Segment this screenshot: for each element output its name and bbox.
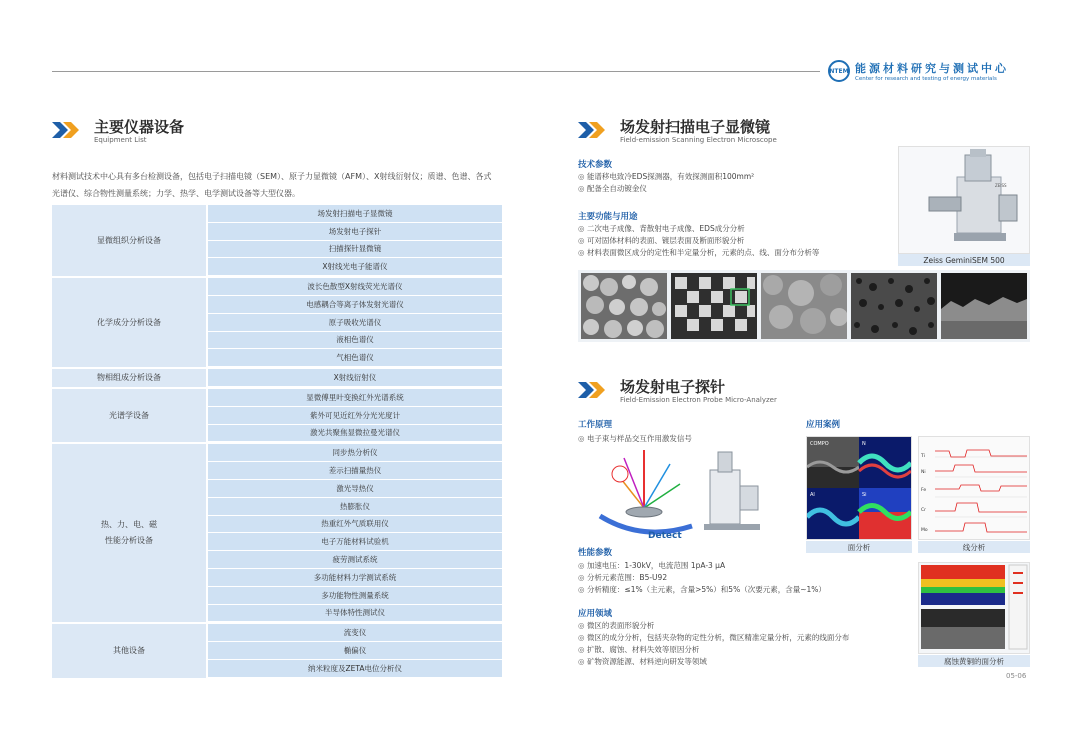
micrograph-porous bbox=[851, 273, 937, 339]
equipment-item: 同步热分析仪 bbox=[206, 444, 502, 462]
epma-perf-heading: 性能参数 bbox=[578, 548, 613, 558]
sem-section-header bbox=[578, 118, 777, 145]
equipment-item: 液相色谱仪 bbox=[206, 332, 502, 350]
equipment-item: 纳米粒度及ZETA电位分析仪 bbox=[206, 660, 502, 678]
equipment-item: 场发射扫描电子显微镜 bbox=[206, 205, 502, 223]
equipment-item: 热重红外气质联用仪 bbox=[206, 516, 502, 534]
equipment-item: 激光导热仪 bbox=[206, 480, 502, 498]
corroded-brass-caption: 腐蚀黄铜的面分析 bbox=[918, 655, 1030, 667]
sem-title: 场发射扫描电子显微镜 bbox=[620, 118, 771, 136]
list-item: ◎ 电子束与样品交互作用激发信号 bbox=[578, 433, 692, 445]
logo-en-text: Center for research and testing of energy materials bbox=[855, 76, 997, 82]
list-item: ◎ 能谱移电致冷EDS探测器，有效探测面积100mm² bbox=[578, 171, 754, 183]
equipment-item: 显微傅里叶变换红外光谱系统 bbox=[206, 389, 502, 407]
epma-subtitle: Field-Emission Electron Probe Micro-Analyzer bbox=[620, 396, 777, 404]
chevron-arrow-icon bbox=[52, 120, 86, 140]
svg-text:Ni: Ni bbox=[921, 470, 926, 475]
equipment-table bbox=[52, 205, 502, 680]
svg-text:Ti: Ti bbox=[921, 454, 925, 459]
area-analysis-image bbox=[806, 436, 912, 540]
equipment-item: 紫外可见近红外分光光度计 bbox=[206, 407, 502, 425]
equipment-group-label: 物相组成分析设备 bbox=[52, 369, 206, 387]
list-item: ◎ 配备全自动镀金仪 bbox=[578, 183, 754, 195]
equipment-section-header bbox=[52, 118, 184, 145]
svg-text:ZEISS: ZEISS bbox=[995, 183, 1007, 188]
list-item: ◎ 材料表面微区成分的定性和半定量分析，元素的点、线、面分布分析等 bbox=[578, 247, 819, 259]
intro-line-2: 光谱仪、综合物性测量系统；力学、热学、电学测试设备等大型仪器。 bbox=[52, 189, 300, 198]
equipment-item: 激光共聚焦显微拉曼光谱仪 bbox=[206, 425, 502, 443]
sem-tech-heading: 技术参数 bbox=[578, 160, 613, 170]
equipment-group bbox=[52, 278, 502, 369]
page-number: 05-06 bbox=[1006, 672, 1027, 680]
sem-func-list bbox=[578, 223, 819, 259]
chevron-arrow-icon bbox=[578, 120, 612, 140]
equipment-item: X射线光电子能谱仪 bbox=[206, 258, 502, 276]
equipment-group-label: 显微组织分析设备 bbox=[52, 205, 206, 276]
epma-work-heading: 工作原理 bbox=[578, 420, 613, 430]
equipment-item: 场发射电子探针 bbox=[206, 223, 502, 241]
epma-title: 场发射电子探针 bbox=[620, 378, 726, 396]
logo-cn-text: 能源材料研究与测试中心 bbox=[855, 62, 1009, 75]
equipment-item: 电感耦合等离子体发射光谱仪 bbox=[206, 296, 502, 314]
micrograph-checkerboard bbox=[671, 273, 757, 339]
equipment-group bbox=[52, 369, 502, 389]
equipment-group bbox=[52, 205, 502, 278]
equipment-item: 扫描探针显微镜 bbox=[206, 241, 502, 259]
list-item: ◎ 加速电压：1-30kV，电流范围 1pA-3 μA bbox=[578, 560, 826, 572]
center-logo bbox=[828, 58, 1028, 84]
header-rule bbox=[52, 71, 820, 72]
svg-text:Fe: Fe bbox=[921, 488, 927, 493]
line-analysis-caption: 线分析 bbox=[918, 541, 1030, 553]
area-analysis-caption: 面分析 bbox=[806, 541, 912, 553]
equipment-item: 波长色散型X射线荧光光谱仪 bbox=[206, 278, 502, 296]
sem-instrument-photo bbox=[898, 146, 1030, 254]
svg-text:Cr: Cr bbox=[921, 508, 926, 513]
list-item: ◎ 矿物资源能源、材料逆向研发等领域 bbox=[578, 656, 849, 668]
svg-text:N: N bbox=[862, 441, 866, 447]
epma-work-list bbox=[578, 433, 692, 445]
list-item: ◎ 分析精度：≤1%（主元素，含量>5%）和5%（次要元素，含量~1%） bbox=[578, 584, 826, 596]
sem-tech-list bbox=[578, 171, 754, 195]
micrograph-crosssection bbox=[941, 273, 1027, 339]
equipment-group bbox=[52, 389, 502, 444]
epma-perf-list bbox=[578, 560, 826, 596]
equipment-item: 差示扫描量热仪 bbox=[206, 462, 502, 480]
list-item: ◎ 扩散、腐蚀、材料失效等原因分析 bbox=[578, 644, 849, 656]
sem-micrograph-strip bbox=[578, 270, 1030, 342]
micrograph-particles bbox=[581, 273, 667, 339]
micrograph-texture bbox=[761, 273, 847, 339]
equipment-item: 电子万能材料试验机 bbox=[206, 533, 502, 551]
equipment-group bbox=[52, 444, 502, 624]
equipment-item: 椭偏仪 bbox=[206, 642, 502, 660]
intro-paragraph bbox=[52, 168, 504, 202]
equipment-item: 热膨胀仪 bbox=[206, 498, 502, 516]
equipment-subtitle: Equipment List bbox=[94, 136, 147, 144]
epma-app-heading: 应用领域 bbox=[578, 609, 613, 619]
equipment-item: 多功能材料力学测试系统 bbox=[206, 569, 502, 587]
epma-section-header bbox=[578, 378, 777, 405]
chevron-arrow-icon bbox=[578, 380, 612, 400]
equipment-group-label: 热、力、电、磁 性能分析设备 bbox=[52, 444, 206, 622]
intro-line-1: 材料测试技术中心具有多台检测设备，包括电子扫描电镜（SEM）、原子力显微镜（AFM）、X射线衍射仪；质谱、色谱、各式 bbox=[52, 172, 492, 181]
epma-case-heading: 应用案例 bbox=[806, 420, 841, 430]
sem-photo-caption: Zeiss GeminiSEM 500 bbox=[898, 254, 1030, 266]
equipment-group-label: 化学成分分析设备 bbox=[52, 278, 206, 367]
list-item: ◎ 可对固体材料的表面、镀层表面及断面形貌分析 bbox=[578, 235, 819, 247]
equipment-group-label: 其他设备 bbox=[52, 624, 206, 677]
svg-text:Si: Si bbox=[862, 492, 867, 498]
equipment-item: 多功能物性测量系统 bbox=[206, 587, 502, 605]
list-item: ◎ 微区的表面形貌分析 bbox=[578, 620, 849, 632]
equipment-group-label: 光谱学设备 bbox=[52, 389, 206, 442]
epma-app-list bbox=[578, 620, 849, 668]
line-analysis-image bbox=[918, 436, 1030, 540]
corroded-brass-image bbox=[918, 562, 1030, 654]
equipment-item: 疲劳测试系统 bbox=[206, 551, 502, 569]
equipment-title: 主要仪器设备 bbox=[94, 118, 185, 136]
sem-subtitle: Field-emission Scanning Electron Microscope bbox=[620, 136, 777, 144]
svg-text:Al: Al bbox=[810, 492, 815, 498]
equipment-item: 原子吸收光谱仪 bbox=[206, 314, 502, 332]
logo-icon: NTEM bbox=[828, 60, 850, 82]
sem-func-heading: 主要功能与用途 bbox=[578, 212, 638, 222]
list-item: ◎ 微区的成分分析，包括夹杂物的定性分析，微区精准定量分析，元素的线面分布 bbox=[578, 632, 849, 644]
svg-text:Mo: Mo bbox=[921, 528, 928, 533]
svg-text:COMPO: COMPO bbox=[810, 441, 829, 447]
equipment-item: 半导体特性测试仪 bbox=[206, 605, 502, 623]
epma-principle-diagram bbox=[592, 446, 764, 542]
equipment-item: 流变仪 bbox=[206, 624, 502, 642]
list-item: ◎ 二次电子成像、背散射电子成像、EDS成分分析 bbox=[578, 223, 819, 235]
detect-label: Detect bbox=[648, 531, 682, 541]
equipment-item: 气相色谱仪 bbox=[206, 349, 502, 367]
list-item: ◎ 分析元素范围：B5-U92 bbox=[578, 572, 826, 584]
equipment-group bbox=[52, 624, 502, 679]
equipment-item: X射线衍射仪 bbox=[206, 369, 502, 387]
